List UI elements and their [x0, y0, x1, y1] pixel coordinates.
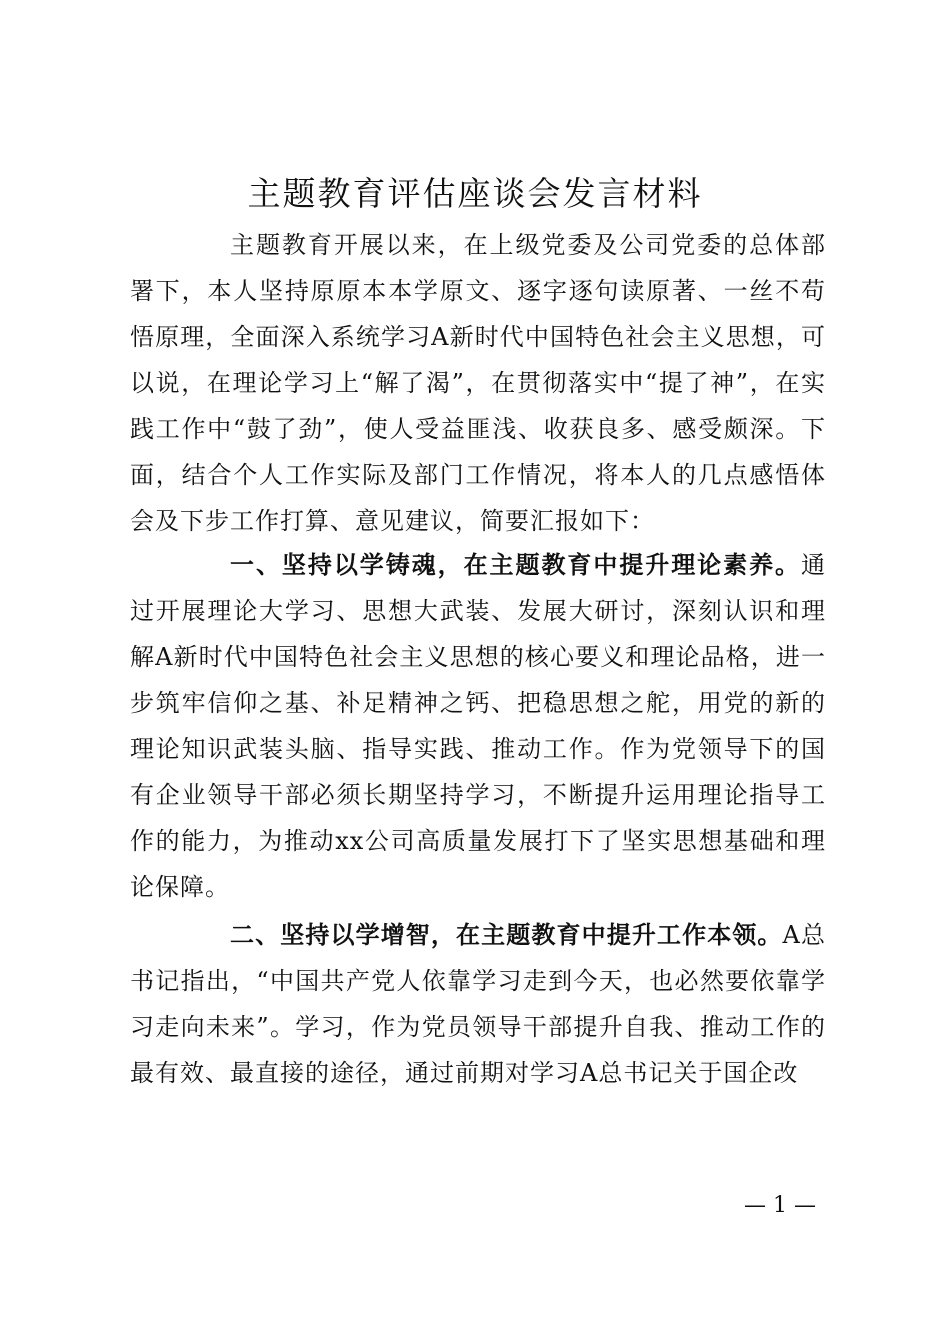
section-2-text: A总书记指出，“中国共产党人依靠学习走到今天，也必然要依靠学习走向未来”。学习，作为党员领导干部提升自我、推动工作的最有效、最直接的途径，通过前期对学习A总书记关于国企改: [130, 921, 826, 1087]
section-1-heading: 一、坚持以学铸魂，在主题教育中提升理论素养。: [230, 551, 801, 579]
section-1-text: 通过开展理论大学习、思想大武装、发展大研讨，深刻认识和理解A新时代中国特色社会主义思想的核心要义和理论品格，进一步筑牢信仰之基、补足精神之钙、把稳思想之舵，用党的新的理论知识武装头脑、指导实践、推动工作。作为党领导下的国有企业领导干部必须长期坚持学习，不断提升运用理论指导工作的能力，为推动xx公司高质量发展打下了坚实思想基础和理论保障。: [130, 551, 826, 901]
section-2-heading: 二、坚持以学增智，在主题教育中提升工作本领。: [230, 921, 783, 949]
paragraph-intro: [130, 222, 826, 544]
paragraph-section-2: [130, 912, 826, 1096]
paragraph-section-1: [130, 542, 826, 910]
page-number: — 1 —: [744, 1193, 816, 1218]
document-title: 主题教育评估座谈会发言材料: [247, 174, 703, 213]
paragraph-intro-text: 主题教育开展以来，在上级党委及公司党委的总体部署下，本人坚持原原本本学原文、逐字逐句读原著、一丝不苟悟原理，全面深入系统学习A新时代中国特色社会主义思想，可以说，在理论学习上“解了渴”，在贯彻落实中“提了神”，在实践工作中“鼓了劲”，使人受益匪浅、收获良多、感受颇深。下面，结合个人工作实际及部门工作情况，将本人的几点感悟体会及下步工作打算、意见建议，简要汇报如下：: [130, 231, 826, 535]
